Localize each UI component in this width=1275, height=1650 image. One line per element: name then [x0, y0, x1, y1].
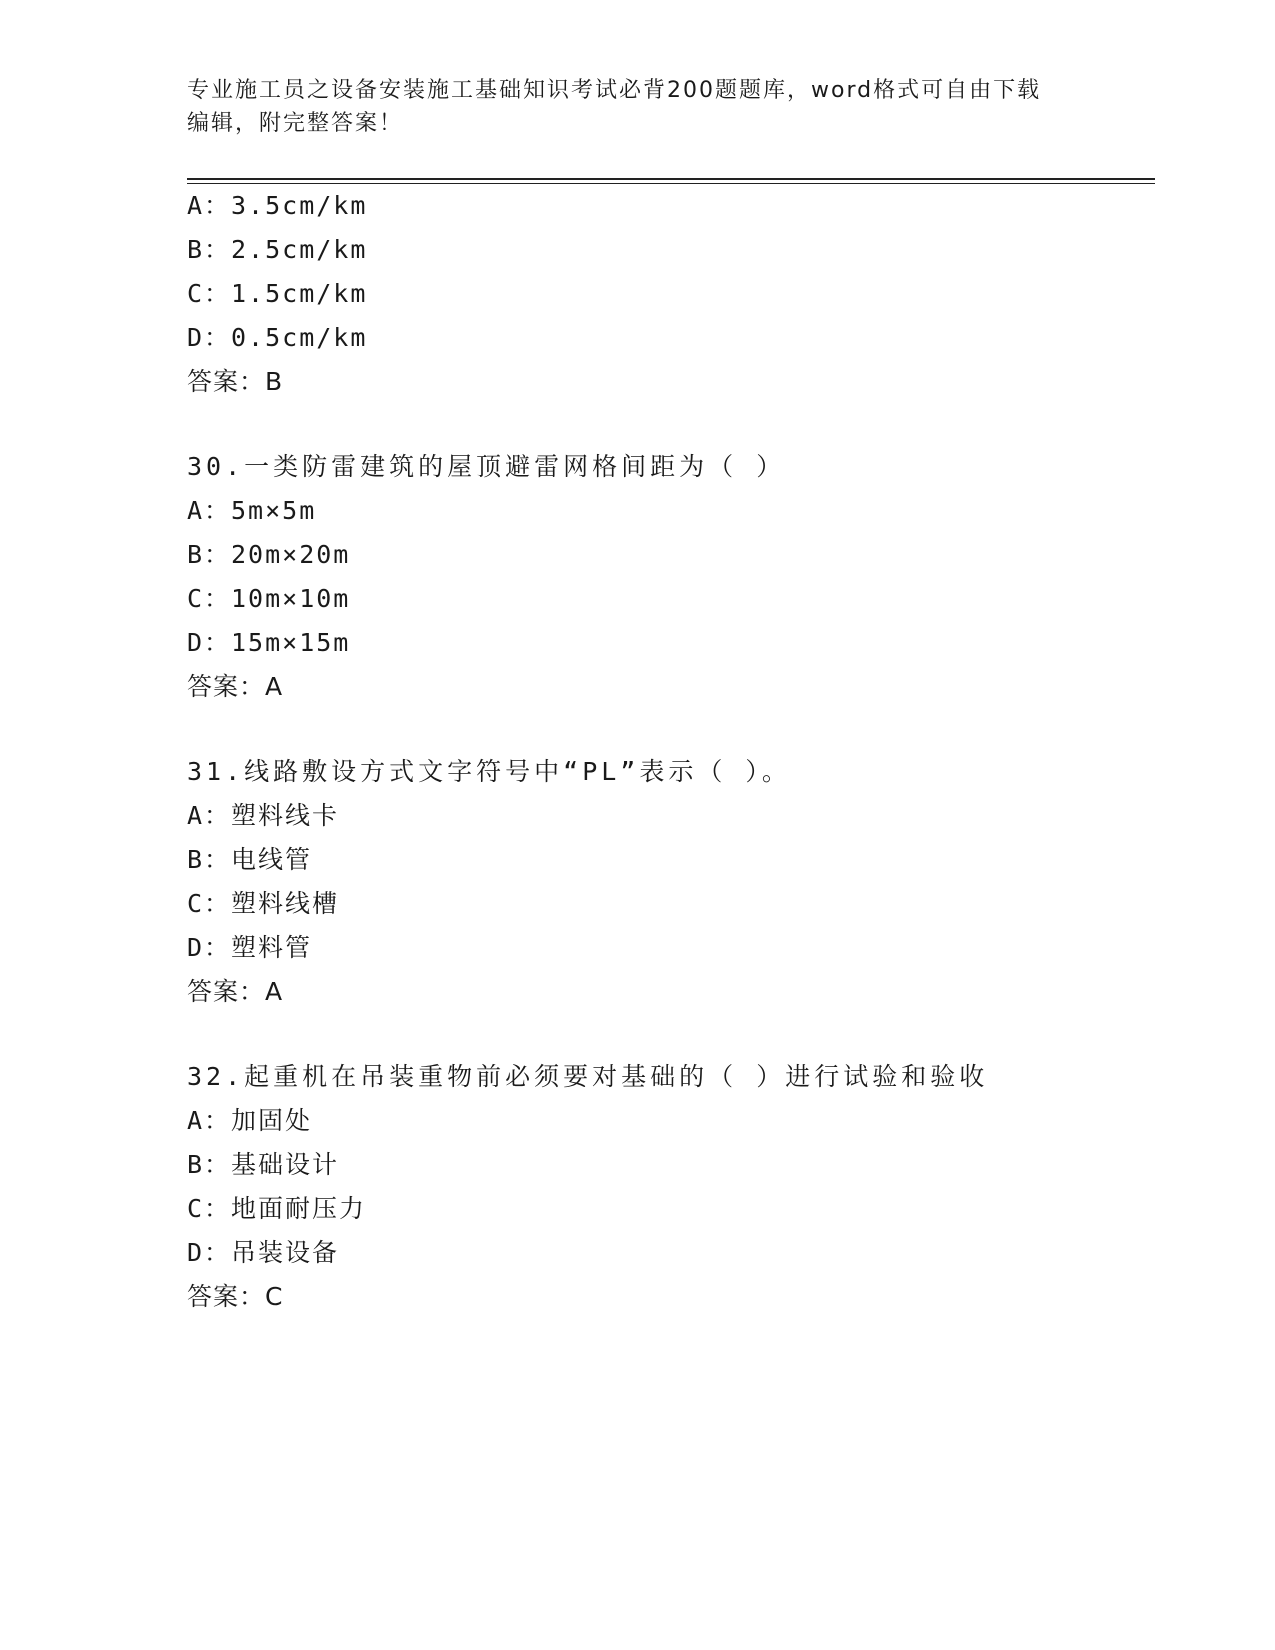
question-31: 31.线路敷设方式文字符号中“PL”表示（ ）。 [187, 757, 791, 786]
question-30: 30.一类防雷建筑的屋顶避雷网格间距为（ ） [187, 452, 786, 481]
option-a: A：3.5cm/km [187, 191, 368, 220]
answer-line: 答案：C [187, 1282, 284, 1311]
document-header [187, 74, 1067, 140]
answer-line: 答案：A [187, 977, 284, 1006]
answer-line: 答案：A [187, 672, 284, 701]
option-c: C：塑料线槽 [187, 889, 340, 918]
header-line-2: 编辑，附完整答案！ [187, 111, 404, 136]
option-a: A：加固处 [187, 1106, 313, 1135]
option-b: B：电线管 [187, 845, 313, 874]
option-d: D：吊装设备 [187, 1238, 340, 1267]
question-32: 32.起重机在吊装重物前必须要对基础的（ ）进行试验和验收 [187, 1062, 989, 1091]
header-divider-thick [187, 178, 1155, 180]
option-a: A：5m×5m [187, 496, 317, 525]
answer-line: 答案：B [187, 367, 284, 396]
option-a: A：塑料线卡 [187, 801, 340, 830]
option-d: D：0.5cm/km [187, 323, 368, 352]
option-c: C：10m×10m [187, 584, 351, 613]
option-b: B：20m×20m [187, 540, 351, 569]
option-b: B：基础设计 [187, 1150, 340, 1179]
header-line-1: 专业施工员之设备安装施工基础知识考试必背200题题库，word格式可自由下载 [187, 78, 1042, 103]
option-c: C：1.5cm/km [187, 279, 368, 308]
option-d: D：15m×15m [187, 628, 351, 657]
option-c: C：地面耐压力 [187, 1194, 367, 1223]
option-b: B：2.5cm/km [187, 235, 368, 264]
header-divider-thin [187, 183, 1155, 184]
option-d: D：塑料管 [187, 933, 313, 962]
